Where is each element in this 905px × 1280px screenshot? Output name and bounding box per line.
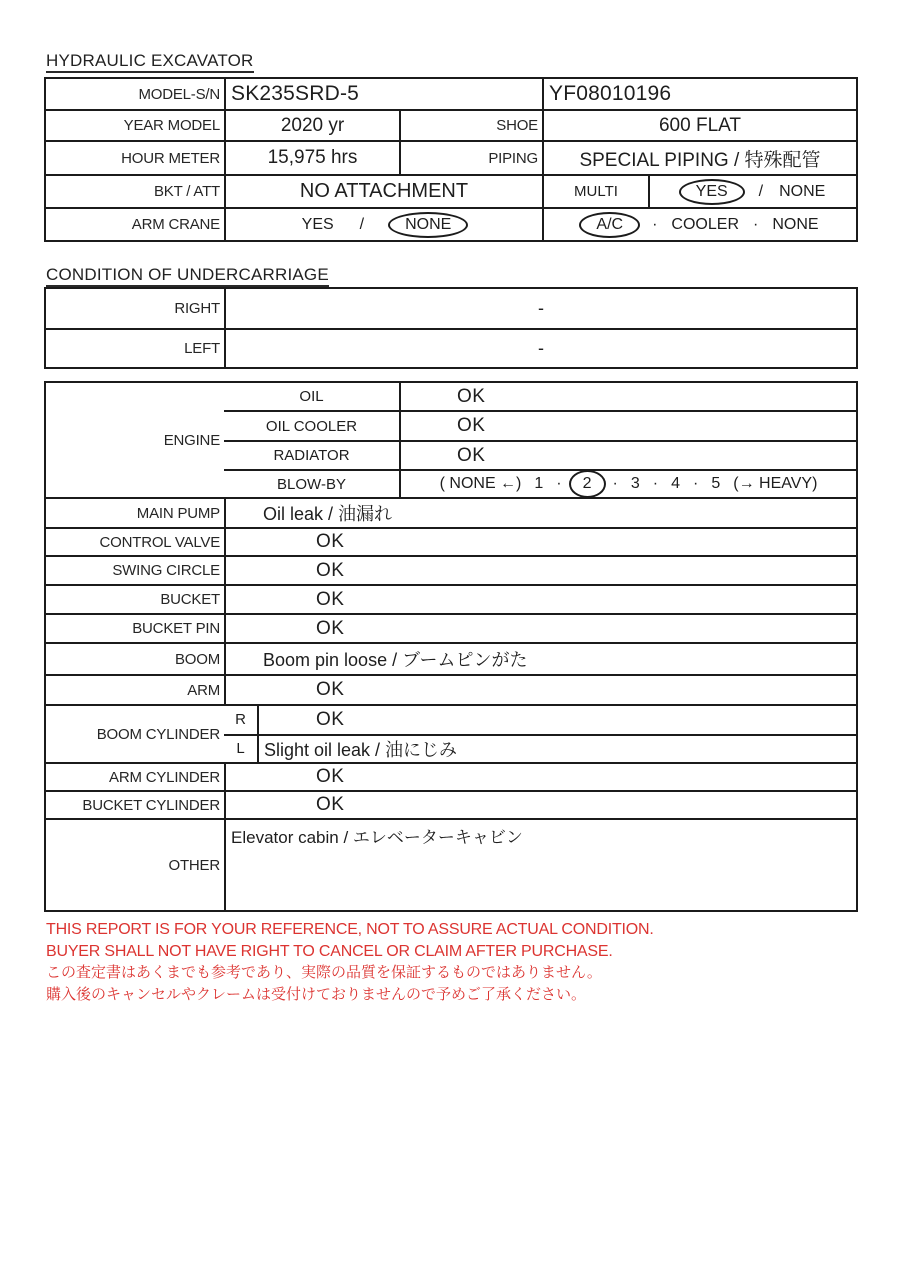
ac-selected-mark <box>579 212 640 238</box>
spec-row-model <box>46 79 856 109</box>
boom-cylinder-label: BOOM CYLINDER <box>96 725 220 743</box>
arm-cylinder-value: OK <box>224 764 856 790</box>
bucket-cylinder-label: BUCKET CYLINDER <box>82 796 220 814</box>
swing-circle-value: OK <box>224 557 856 584</box>
cooling-none-option: NONE <box>772 215 819 233</box>
boom-cylinder-l-label: L <box>236 740 245 758</box>
disclaimer-line-2: BUYER SHALL NOT HAVE RIGHT TO CANCEL OR CLAIM AFTER PURCHASE. <box>46 942 613 960</box>
multi-choice <box>648 176 856 207</box>
serial-value: YF08010196 <box>542 79 856 109</box>
blowby-dot-3: · <box>652 475 659 492</box>
disclaimer-line-3: この査定書はあくまでも参考であり、実際の品質を保証するものではありません。 <box>46 964 602 981</box>
blowby-dot-1: · <box>556 475 562 492</box>
spec-row-bkt-multi <box>46 174 856 207</box>
disclaimer-line-4: 購入後のキャンセルやクレームは受付けておりませんので予めご了承ください。 <box>46 985 587 1003</box>
spec-table <box>44 77 858 242</box>
disclaimer <box>46 919 654 1005</box>
engine-blowby-scale <box>399 471 856 497</box>
ac-option: A/C <box>596 215 624 233</box>
blowby-level-3: 3 <box>630 475 640 492</box>
arm-crane-slash: / <box>359 215 365 233</box>
piping-value: SPECIAL PIPING / 特殊配管 <box>542 142 856 174</box>
boom-cylinder-left-row <box>224 734 856 762</box>
engine-blowby-row <box>224 469 856 497</box>
engine-oil-cooler-row <box>224 410 856 440</box>
engine-oil-value: OK <box>399 383 856 410</box>
cooling-dot-2: · <box>753 215 759 233</box>
other-label: OTHER <box>168 856 220 874</box>
bucket-pin-row <box>46 613 856 642</box>
main-pump-label: MAIN PUMP <box>136 504 220 522</box>
piping-label: PIPING <box>399 142 542 174</box>
inspection-table <box>44 381 858 912</box>
arm-cylinder-label: ARM CYLINDER <box>109 768 220 786</box>
undercarriage-title: CONDITION OF UNDERCARRIAGE <box>46 266 329 287</box>
engine-blowby-label: BLOW-BY <box>277 475 346 493</box>
boom-row <box>46 642 856 674</box>
model-sn-label: MODEL-S/N <box>138 85 220 103</box>
right-label: RIGHT <box>174 300 220 317</box>
cooling-choice <box>542 209 856 240</box>
boom-label: BOOM <box>174 650 220 668</box>
year-model-label: YEAR MODEL <box>123 117 220 134</box>
arm-crane-yes-option: YES <box>301 215 334 233</box>
other-row <box>46 818 856 910</box>
control-valve-row <box>46 527 856 555</box>
boom-value: Boom pin loose / ブームピンがた <box>224 644 856 674</box>
arm-crane-selected-mark <box>388 212 468 238</box>
multi-none-option: NONE <box>779 182 826 200</box>
arm-value: OK <box>224 676 856 704</box>
arm-row <box>46 674 856 704</box>
boom-cylinder-r-value: OK <box>257 706 856 734</box>
multi-yes-option: YES <box>695 182 728 200</box>
model-value: SK235SRD-5 <box>224 79 542 109</box>
spec-row-year-shoe <box>46 109 856 140</box>
boom-cylinder-r-label: R <box>235 711 246 729</box>
bucket-pin-label: BUCKET PIN <box>132 620 220 637</box>
main-pump-value: Oil leak / 油漏れ <box>224 499 856 527</box>
multi-label: MULTI <box>542 176 648 207</box>
undercarriage-left-row <box>46 328 856 367</box>
engine-radiator-row <box>224 440 856 469</box>
arm-label: ARM <box>187 681 220 699</box>
bucket-pin-value: OK <box>224 615 856 642</box>
right-value: - <box>224 289 856 328</box>
disclaimer-line-1: THIS REPORT IS FOR YOUR REFERENCE, NOT TO ASSURE ACTUAL CONDITION. <box>46 921 654 938</box>
shoe-value: 600 FLAT <box>542 111 856 140</box>
cooling-dot-1: · <box>652 215 658 233</box>
boom-cylinder-right-row <box>224 706 856 734</box>
blowby-dot-4: · <box>693 475 699 492</box>
multi-selected-mark <box>679 179 745 205</box>
bucket-value: OK <box>224 586 856 613</box>
blowby-level-2: 2 <box>582 475 592 492</box>
engine-oil-label: OIL <box>299 388 324 405</box>
boom-cylinder-row <box>46 704 856 762</box>
cooler-option: COOLER <box>671 215 739 233</box>
bucket-cylinder-row <box>46 790 856 818</box>
engine-oil-cooler-value: OK <box>399 412 856 440</box>
blowby-selected-mark <box>569 470 606 498</box>
blowby-none-end: ( NONE ←) <box>439 475 522 492</box>
bkt-att-label: BKT / ATT <box>154 183 220 200</box>
shoe-label: SHOE <box>399 111 542 140</box>
left-value: - <box>224 330 856 367</box>
spec-row-hour-piping <box>46 140 856 174</box>
engine-label: ENGINE <box>163 431 220 449</box>
blowby-dot-2: · <box>612 475 618 492</box>
year-model-value: 2020 yr <box>224 111 399 140</box>
bkt-att-value: NO ATTACHMENT <box>224 176 542 207</box>
arm-cylinder-row <box>46 762 856 790</box>
swing-circle-label: SWING CIRCLE <box>112 562 220 579</box>
engine-radiator-value: OK <box>399 442 856 469</box>
boom-cylinder-l-value: Slight oil leak / 油にじみ <box>257 736 856 762</box>
blowby-heavy-end: (→ HEAVY) <box>733 475 818 492</box>
engine-row <box>46 383 856 497</box>
undercarriage-right-row <box>46 289 856 328</box>
left-label: LEFT <box>184 340 220 357</box>
page-title: HYDRAULIC EXCAVATOR <box>46 52 254 73</box>
bucket-cylinder-value: OK <box>224 792 856 818</box>
spec-row-armcrane-ac <box>46 207 856 240</box>
other-value: Elevator cabin / エレベーターキャビン <box>224 820 856 910</box>
swing-circle-row <box>46 555 856 584</box>
blowby-level-5: 5 <box>711 475 721 492</box>
multi-slash: / <box>758 182 764 200</box>
arm-crane-none-option: NONE <box>405 215 452 233</box>
hour-meter-value: 15,975 hrs <box>224 142 399 174</box>
main-pump-row <box>46 497 856 527</box>
blowby-level-1: 1 <box>534 475 544 492</box>
control-valve-value: OK <box>224 529 856 555</box>
bucket-label: BUCKET <box>160 591 220 608</box>
arm-crane-choice <box>224 209 542 240</box>
engine-radiator-label: RADIATOR <box>273 447 350 464</box>
blowby-level-4: 4 <box>671 475 680 492</box>
arm-crane-label: ARM CRANE <box>131 216 220 233</box>
control-valve-label: CONTROL VALVE <box>99 533 220 551</box>
hour-meter-label: HOUR METER <box>121 149 220 167</box>
bucket-row <box>46 584 856 613</box>
engine-oil-cooler-label: OIL COOLER <box>265 417 358 435</box>
undercarriage-table <box>44 287 858 369</box>
engine-oil-row <box>224 383 856 410</box>
